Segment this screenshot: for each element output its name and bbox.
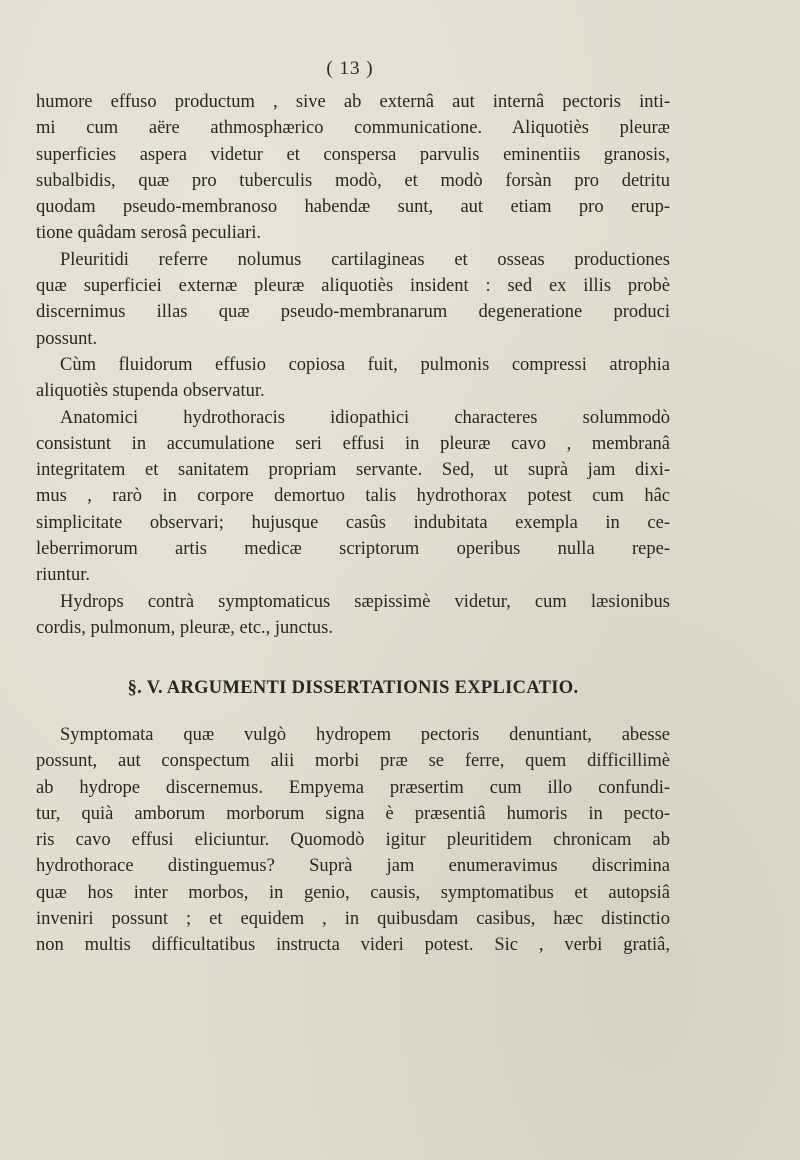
text-line: tur, quià amborum morborum signa è præsentiâ humoris in pecto-	[36, 803, 670, 824]
text-line: aliquotiès stupenda observatur.	[36, 381, 265, 402]
text-line: quodam pseudo-membranoso habendæ sunt, aut etiam pro erup-	[36, 197, 670, 218]
text-line: tione quâdam serosâ peculiari.	[36, 223, 261, 244]
text-line: ab hydrope discernemus. Empyema præsertim cum illo confundi-	[36, 777, 670, 798]
text-line: discernimus illas quæ pseudo-membranarum degeneratione produci	[36, 302, 670, 323]
text-line: cordis, pulmonum, pleuræ, etc., junctus.	[36, 617, 333, 638]
text-line: humore effuso productum , sive ab externâ aut internâ pectoris inti-	[36, 92, 670, 112]
text-line: integritatem et sanitatem propriam servante. Sed, ut suprà jam dixi-	[36, 460, 670, 481]
text-line: riuntur.	[36, 565, 90, 586]
text-line: Pleuritidi referre nolumus cartilagineas et osseas productiones	[60, 249, 670, 270]
text-line: Anatomici hydrothoracis idiopathici characteres solummodò	[60, 407, 670, 428]
text-line: superficies aspera videtur et conspersa parvulis eminentiis granosis,	[36, 144, 670, 165]
text-line: subalbidis, quæ pro tuberculis modò, et modò forsàn pro detritu	[36, 170, 670, 191]
text-line: consistunt in accumulatione seri effusi in pleuræ cavo , membranâ	[36, 433, 670, 454]
text-line: Cùm fluidorum effusio copiosa fuit, pulmonis compressi atrophia	[60, 354, 670, 375]
text-line: quæ superficiei externæ pleuræ aliquotiès insident : sed ex illis probè	[36, 276, 670, 297]
text-block-top	[36, 89, 670, 641]
text-line: possunt.	[36, 328, 98, 349]
text-block-bottom	[36, 722, 670, 959]
text-line: mi cum aëre athmosphærico communicatione. Aliquotiès pleuræ	[36, 118, 670, 139]
text-line: possunt, aut conspectum alii morbi præ se ferre, quem difficillimè	[36, 751, 670, 772]
text-line: mus , rarò in corpore demortuo talis hydrothorax potest cum hâc	[36, 486, 670, 507]
text-line: inveniri possunt ; et equidem , in quibusdam casibus, hæc distinctio	[36, 909, 670, 930]
text-line: ris cavo effusi eliciuntur. Quomodò igitur pleuritidem chronicam ab	[36, 830, 670, 851]
text-line: non multis difficultatibus instructa videri potest. Sic , verbi gratiâ,	[36, 935, 670, 956]
text-line: leberrimorum artis medicæ scriptorum operibus nulla repe-	[36, 539, 670, 560]
page-number: ( 13 )	[326, 58, 374, 79]
text-line: hydrothorace distinguemus? Suprà jam enumeravimus discrimina	[36, 856, 670, 877]
text-line: simplicitate observari; hujusque casûs indubitata exempla in ce-	[36, 512, 670, 533]
text-line: Symptomata quæ vulgò hydropem pectoris denuntiant, abesse	[60, 725, 670, 745]
text-line: Hydrops contrà symptomaticus sæpissimè videtur, cum læsionibus	[60, 591, 670, 612]
section-heading: §. V. ARGUMENTI DISSERTATIONIS EXPLICATIO.	[127, 678, 579, 698]
text-line: quæ hos inter morbos, in genio, causis, symptomatibus et autopsiâ	[36, 882, 670, 903]
